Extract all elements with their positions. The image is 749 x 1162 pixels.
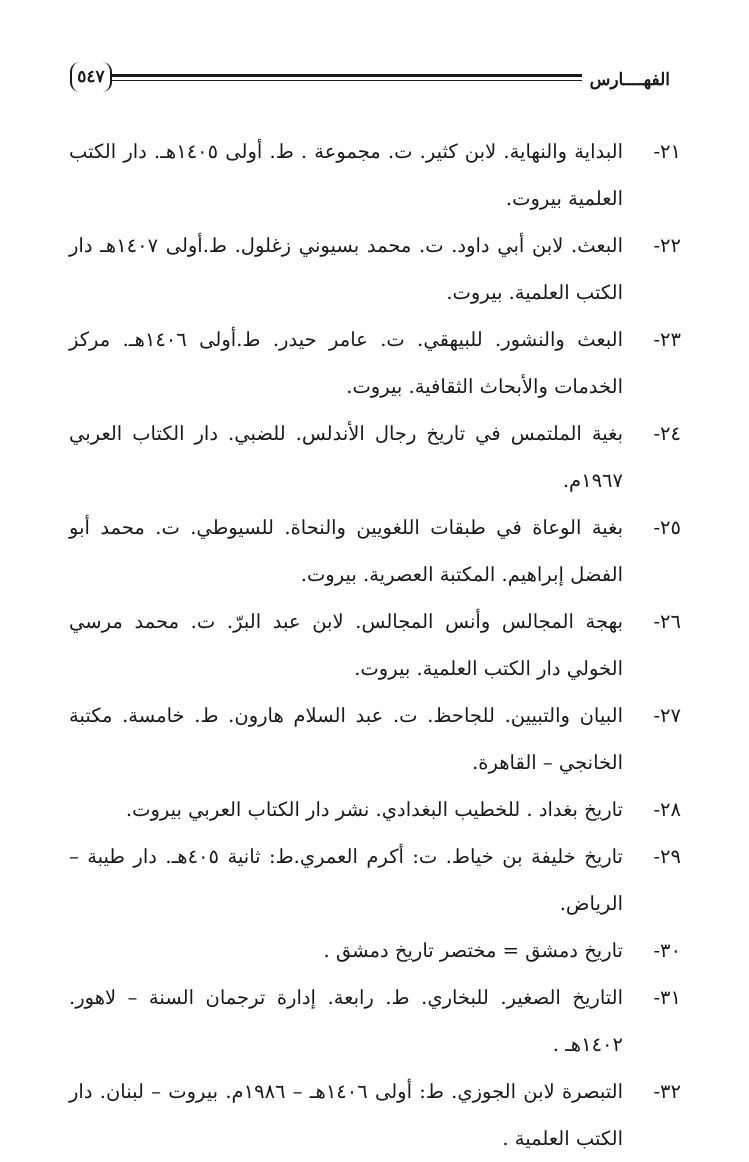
entry-text: بغية الوعاة في طبقات اللغويين والنحاة. للسيوطي. ت. محمد أبو الفضل إبراهيم. المكتبة العصرية. بيروت. — [69, 516, 623, 586]
reference-entry-31 — [69, 974, 681, 1068]
reference-entry-27 — [69, 692, 681, 786]
entry-text: البعث. لابن أبي داود. ت. محمد بسيوني زغلول. ط.أولى ١٤٠٧هـ دار الكتب العلمية. بيروت. — [69, 234, 623, 304]
entry-text: البيان والتبيين. للجاحظ. ت. عبد السلام هارون. ط. خامسة. مكتبة الخانجي – القاهرة. — [69, 704, 623, 774]
entry-number: ٣١- — [653, 986, 681, 1009]
entry-text: البداية والنهاية. لابن كثير. ت. مجموعة . ط. أولى ١٤٠٥هـ. دار الكتب العلمية بيروت. — [69, 140, 623, 210]
page-number: ٥٤٧ — [70, 62, 112, 92]
entry-text: تاريخ خليفة بن خياط. ت: أكرم العمري.ط: ثانية ٤٠٥هـ. دار طيبة – الرياض. — [69, 845, 623, 915]
entry-text: التبصرة لابن الجوزي. ط: أولى ١٤٠٦هـ – ١٩٨٦م. بيروت – لبنان. دار الكتب العلمية . — [69, 1080, 623, 1150]
entry-number: ٣٠- — [653, 939, 681, 962]
entry-text: تاريخ بغداد . للخطيب البغدادي. نشر دار الكتاب العربي بيروت. — [125, 798, 623, 821]
entry-text: بغية الملتمس في تاريخ رجال الأندلس. للضبي. دار الكتاب العربي ١٩٦٧م. — [69, 422, 623, 492]
reference-list — [69, 128, 681, 1162]
entry-number: ٢١- — [653, 140, 681, 163]
entry-number: ٢٤- — [653, 422, 681, 445]
reference-entry-21 — [69, 128, 681, 222]
reference-entry-24 — [69, 410, 681, 504]
header-rule — [112, 74, 582, 77]
reference-entry-26 — [69, 598, 681, 692]
entry-number: ٢٣- — [653, 328, 681, 351]
entry-number: ٢٩- — [653, 845, 681, 868]
entry-number: ٢٥- — [653, 516, 681, 539]
reference-entry-25 — [69, 504, 681, 598]
entry-text: التاريخ الصغير. للبخاري. ط. رابعة. إدارة ترجمان السنة – لاهور. ١٤٠٢هـ . — [69, 986, 623, 1056]
reference-entry-32 — [69, 1068, 681, 1162]
entry-text: تاريخ دمشق = مختصر تاريخ دمشق . — [323, 939, 623, 962]
reference-entry-22 — [69, 222, 681, 316]
entry-number: ٣٢- — [653, 1080, 681, 1103]
entry-number: ٢٢- — [653, 234, 681, 257]
entry-number: ٢٧- — [653, 704, 681, 727]
header-rule-thin — [112, 80, 582, 81]
entry-text: بهجة المجالس وأنس المجالس. لابن عبد البرّ. ت. محمد مرسي الخولي دار الكتب العلمية. بيروت. — [69, 610, 623, 680]
reference-entry-28 — [69, 786, 681, 833]
entry-number: ٢٨- — [653, 798, 681, 821]
reference-entry-29 — [69, 833, 681, 927]
reference-entry-30 — [69, 927, 681, 974]
reference-entry-23 — [69, 316, 681, 410]
entry-text: البعث والنشور. للبيهقي. ت. عامر حيدر. ط.أولى ١٤٠٦هـ. مركز الخدمات والأبحاث الثقافية. بيروت. — [69, 328, 624, 398]
page-header — [70, 62, 670, 96]
section-title: الفهــــارس — [589, 70, 670, 90]
entry-number: ٢٦- — [653, 610, 681, 633]
